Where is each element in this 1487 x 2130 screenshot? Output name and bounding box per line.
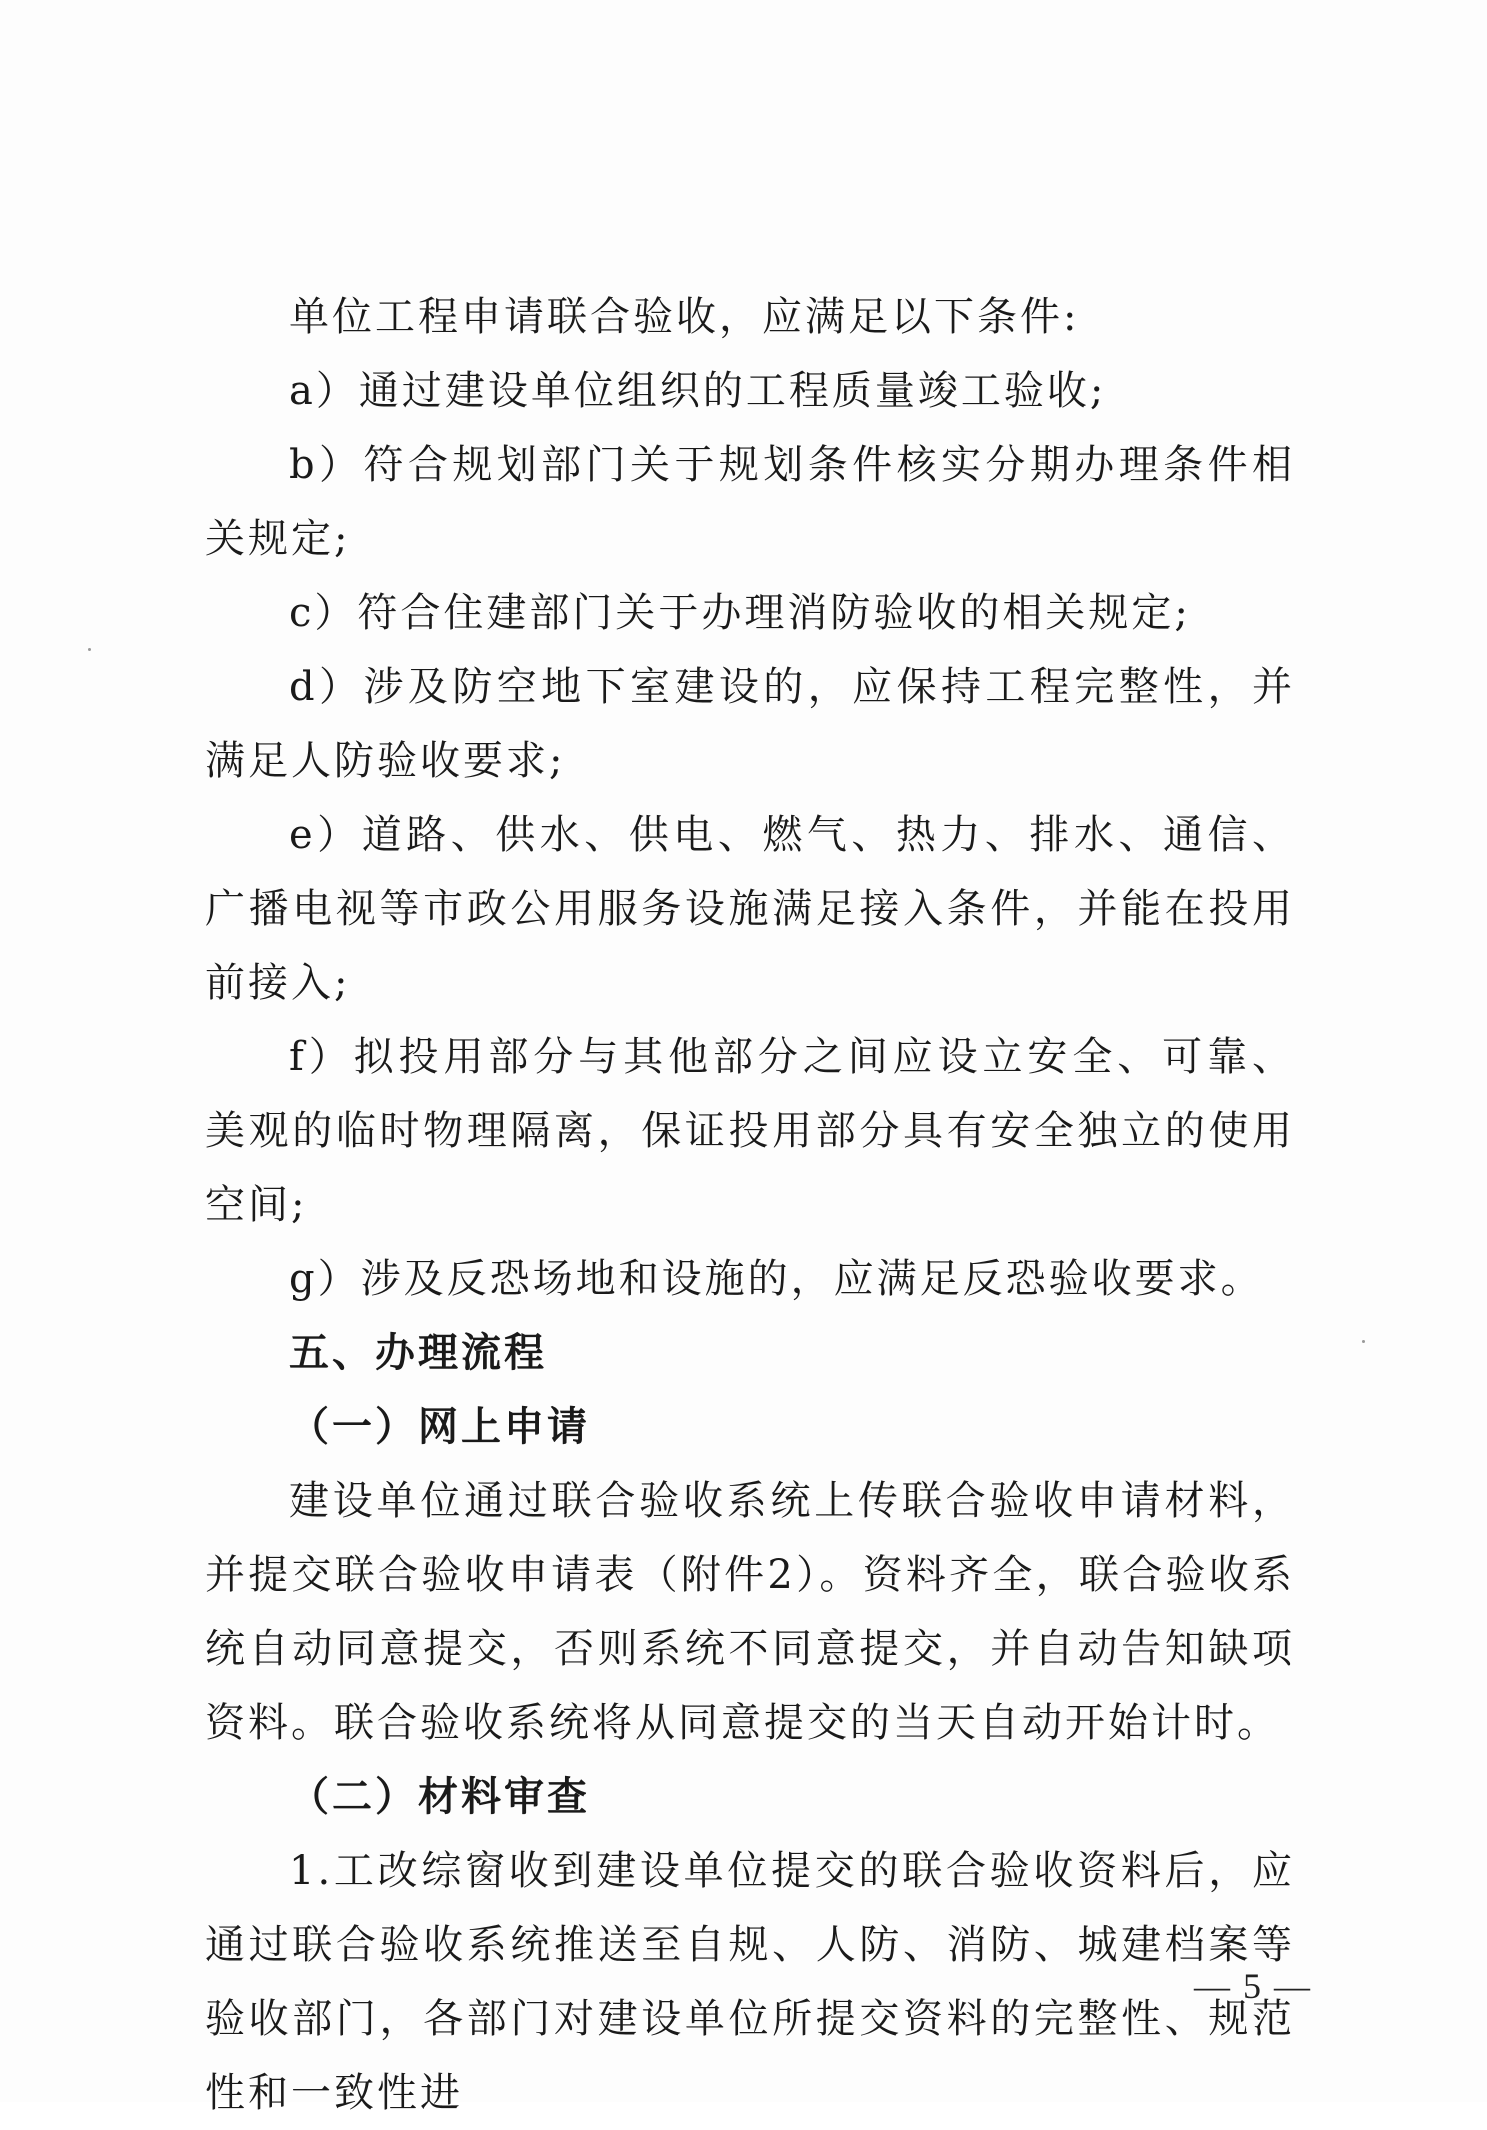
document-body — [205, 280, 1295, 2130]
paragraph-condition-a: a）通过建设单位组织的工程质量竣工验收; — [289, 368, 1107, 414]
paragraph-material-review: 1.工改综窗收到建设单位提交的联合验收资料后，应通过联合验收系统推送至自规、人防、消防、城建档案等验收部门，各部门对建设单位所提交资料的完整性、规范性和一致性进 — [205, 1848, 1295, 2116]
scan-speck — [1362, 1340, 1365, 1343]
subheading-material-review: （二）材料审查 — [289, 1773, 590, 1820]
paragraph-condition-f: f）拟投用部分与其他部分之间应设立安全、可靠、美观的临时物理隔离，保证投用部分具有安全独立的使用空间; — [205, 1034, 1295, 1228]
subheading-online-application: （一）网上申请 — [289, 1403, 590, 1450]
paragraph-condition-d: d）涉及防空地下室建设的，应保持工程完整性，并满足人防验收要求; — [205, 664, 1295, 784]
paragraph-intro: 单位工程申请联合验收，应满足以下条件: — [289, 294, 1080, 340]
paragraph-online-application: 建设单位通过联合验收系统上传联合验收申请材料，并提交联合验收申请表（附件2）。资料齐全，联合验收系统自动同意提交，否则系统不同意提交，并自动告知缺项资料。联合验收系统将从同意提交的当天自动开始计时。 — [205, 1478, 1295, 1746]
section-heading-process: 五、办理流程 — [289, 1329, 547, 1376]
scan-speck — [88, 648, 91, 651]
paragraph-condition-b: b）符合规划部门关于规划条件核实分期办理条件相关规定; — [205, 442, 1295, 562]
paragraph-condition-g: g）涉及反恐场地和设施的，应满足反恐验收要求。 — [289, 1256, 1264, 1302]
page-number: — 5 — — [1194, 1966, 1312, 2006]
paragraph-condition-c: c）符合住建部门关于办理消防验收的相关规定; — [289, 590, 1191, 636]
paragraph-condition-e: e）道路、供水、供电、燃气、热力、排水、通信、广播电视等市政公用服务设施满足接入条件，并能在投用前接入; — [205, 812, 1295, 1006]
